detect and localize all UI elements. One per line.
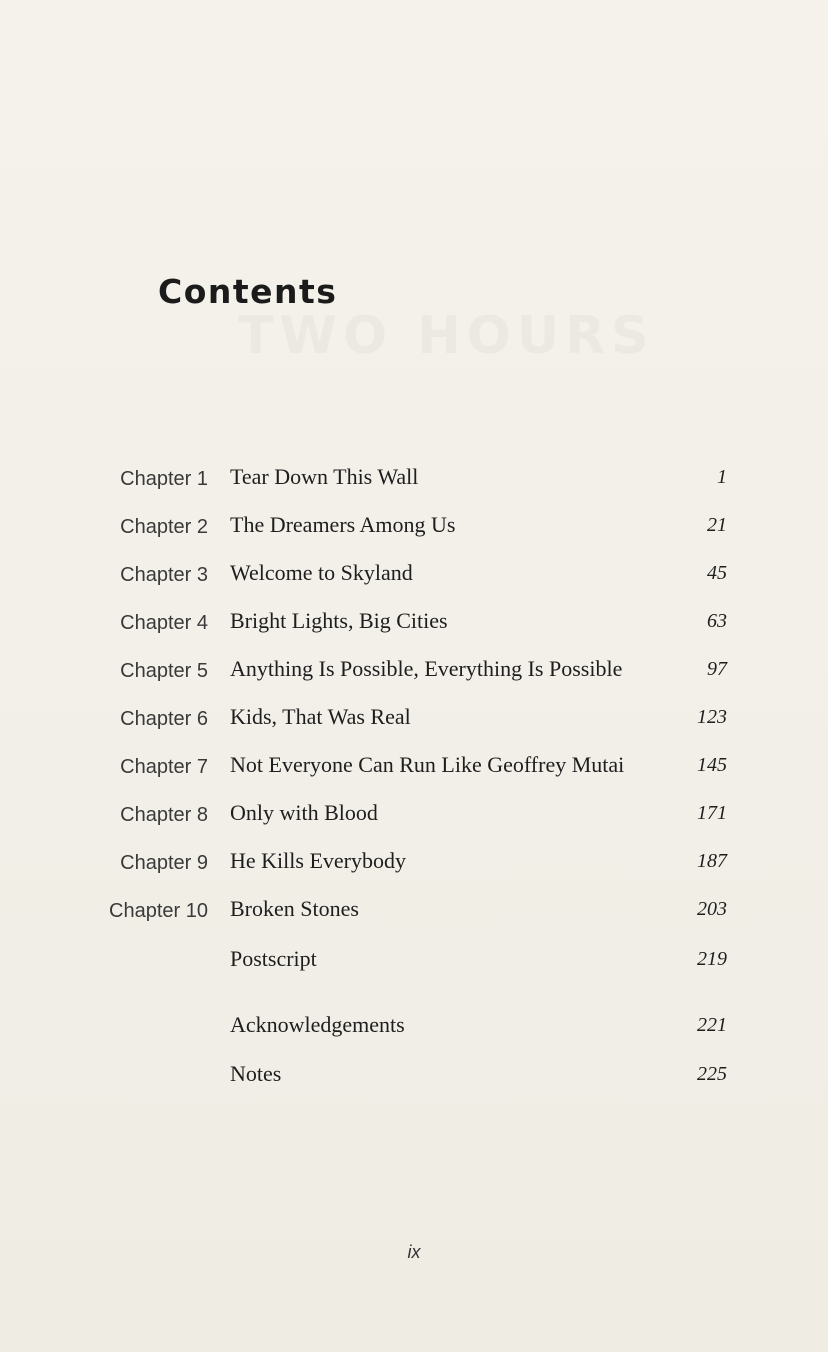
toc-entry bbox=[0, 800, 828, 840]
chapter-label: Chapter 9 bbox=[120, 852, 208, 874]
toc-entry bbox=[0, 512, 828, 552]
page-number: 219 bbox=[697, 948, 727, 970]
toc-entry-acknowledgements bbox=[0, 1012, 828, 1052]
chapter-title: Notes bbox=[230, 1061, 282, 1086]
chapter-title: Bright Lights, Big Cities bbox=[230, 608, 448, 633]
toc-entry bbox=[0, 848, 828, 888]
page-number: 187 bbox=[697, 850, 727, 872]
chapter-title: Only with Blood bbox=[230, 800, 378, 825]
chapter-title: Broken Stones bbox=[230, 896, 359, 921]
page-number: 123 bbox=[697, 706, 727, 728]
chapter-title: Postscript bbox=[230, 946, 317, 971]
page-number: 1 bbox=[717, 466, 727, 488]
toc-entry bbox=[0, 704, 828, 744]
page-number: 221 bbox=[697, 1014, 727, 1036]
toc-entry bbox=[0, 560, 828, 600]
chapter-label: Chapter 3 bbox=[120, 564, 208, 586]
chapter-label: Chapter 1 bbox=[120, 468, 208, 490]
page-number: 145 bbox=[697, 754, 727, 776]
page-number: 203 bbox=[697, 898, 727, 920]
chapter-label: Chapter 2 bbox=[120, 516, 208, 538]
toc-entry-postscript bbox=[0, 946, 828, 986]
chapter-title: Not Everyone Can Run Like Geoffrey Mutai bbox=[230, 752, 625, 777]
chapter-title: Anything Is Possible, Everything Is Possible bbox=[230, 656, 623, 681]
page-number: 225 bbox=[697, 1063, 727, 1085]
chapter-label: Chapter 8 bbox=[120, 804, 208, 826]
page-number: 97 bbox=[707, 658, 727, 680]
chapter-label: Chapter 4 bbox=[120, 612, 208, 634]
chapter-label: Chapter 10 bbox=[109, 900, 208, 922]
show-through-text bbox=[238, 306, 655, 366]
page-number: 21 bbox=[707, 514, 727, 536]
chapter-title: Welcome to Skyland bbox=[230, 560, 413, 585]
chapter-title: The Dreamers Among Us bbox=[230, 512, 456, 537]
page-number: 45 bbox=[707, 562, 727, 584]
folio-page-number: ix bbox=[407, 1242, 421, 1262]
toc-entry bbox=[0, 608, 828, 648]
page-number: 63 bbox=[707, 610, 727, 632]
chapter-title: Tear Down This Wall bbox=[230, 464, 419, 489]
toc-entry-notes bbox=[0, 1061, 828, 1101]
page-title: Contents bbox=[158, 272, 338, 311]
toc-entry bbox=[0, 752, 828, 792]
toc-entry bbox=[0, 896, 828, 936]
toc-entry bbox=[0, 464, 828, 504]
toc-entry bbox=[0, 656, 828, 696]
chapter-title: Kids, That Was Real bbox=[230, 704, 411, 729]
chapter-title: He Kills Everybody bbox=[230, 848, 406, 873]
chapter-title: Acknowledgements bbox=[230, 1012, 405, 1037]
page-number: 171 bbox=[697, 802, 727, 824]
chapter-label: Chapter 7 bbox=[120, 756, 208, 778]
chapter-label: Chapter 5 bbox=[120, 660, 208, 682]
chapter-label: Chapter 6 bbox=[120, 708, 208, 730]
